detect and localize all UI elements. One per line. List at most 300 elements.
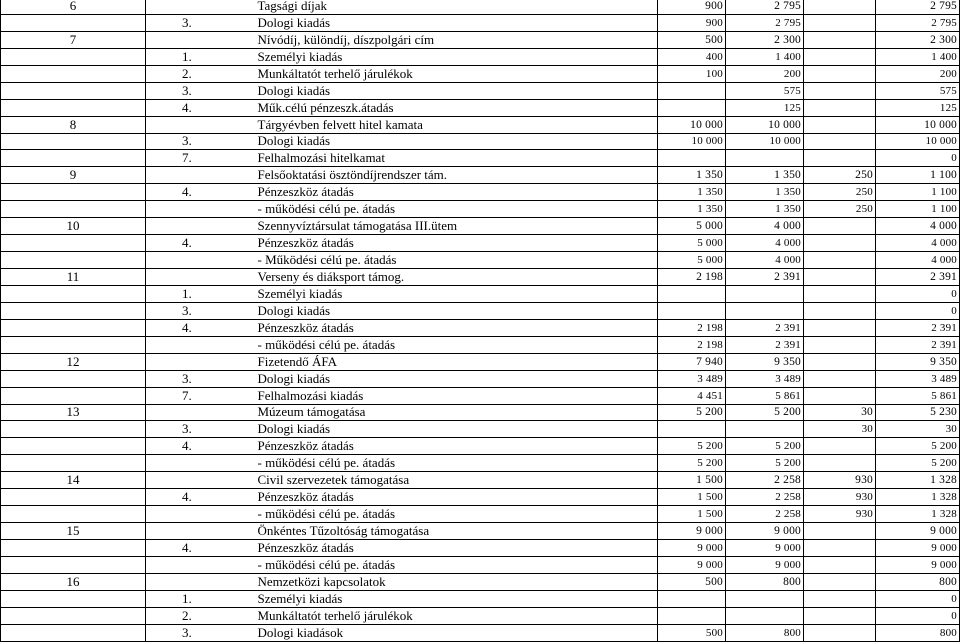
final-value: 10 000 xyxy=(876,133,960,150)
modified-budget-value: 4 000 xyxy=(726,235,804,252)
item-code xyxy=(146,201,256,218)
original-budget-value: 400 xyxy=(658,48,726,65)
table-row xyxy=(1,319,960,336)
row-number xyxy=(1,624,146,641)
row-number xyxy=(1,455,146,472)
table-row xyxy=(1,82,960,99)
table-row-main xyxy=(1,353,960,370)
final-value: 0 xyxy=(876,150,960,167)
item-name: Pénzeszköz átadás xyxy=(256,489,658,506)
item-code: 1. xyxy=(146,285,256,302)
item-code xyxy=(146,116,256,133)
change-value xyxy=(804,65,876,82)
modified-budget-value xyxy=(726,590,804,607)
item-name: Tárgyévben felvett hitel kamata xyxy=(256,116,658,133)
original-budget-value: 500 xyxy=(658,624,726,641)
final-value: 5 200 xyxy=(876,438,960,455)
table-row xyxy=(1,14,960,31)
final-value: 4 000 xyxy=(876,218,960,235)
modified-budget-value: 2 391 xyxy=(726,269,804,286)
modified-budget-value: 2 391 xyxy=(726,336,804,353)
final-value: 200 xyxy=(876,65,960,82)
table-row xyxy=(1,607,960,624)
original-budget-value: 500 xyxy=(658,31,726,48)
row-number xyxy=(1,235,146,252)
row-number xyxy=(1,201,146,218)
final-value: 0 xyxy=(876,590,960,607)
final-value: 4 000 xyxy=(876,235,960,252)
table-row-main xyxy=(1,523,960,540)
item-name: Pénzeszköz átadás xyxy=(256,438,658,455)
modified-budget-value: 2 795 xyxy=(726,14,804,31)
row-number xyxy=(1,489,146,506)
change-value xyxy=(804,302,876,319)
final-value: 2 300 xyxy=(876,31,960,48)
change-value: 250 xyxy=(804,167,876,184)
modified-budget-value: 200 xyxy=(726,65,804,82)
item-code: 4. xyxy=(146,489,256,506)
original-budget-value: 900 xyxy=(658,14,726,31)
table-row xyxy=(1,370,960,387)
original-budget-value xyxy=(658,82,726,99)
original-budget-value xyxy=(658,285,726,302)
item-name: Munkáltatót terhelő járulékok xyxy=(256,607,658,624)
original-budget-value: 5 200 xyxy=(658,455,726,472)
item-code: 7. xyxy=(146,150,256,167)
change-value: 30 xyxy=(804,404,876,421)
change-value xyxy=(804,573,876,590)
original-budget-value: 100 xyxy=(658,65,726,82)
modified-budget-value: 4 000 xyxy=(726,218,804,235)
row-number xyxy=(1,607,146,624)
original-budget-value: 1 350 xyxy=(658,184,726,201)
item-code: 1. xyxy=(146,48,256,65)
modified-budget-value: 125 xyxy=(726,99,804,116)
row-number xyxy=(1,252,146,269)
final-value: 1 328 xyxy=(876,506,960,523)
original-budget-value: 1 500 xyxy=(658,472,726,489)
item-name: Verseny és diáksport támog. xyxy=(256,269,658,286)
item-name: Múzeum támogatása xyxy=(256,404,658,421)
item-name: Dologi kiadás xyxy=(256,82,658,99)
original-budget-value xyxy=(658,607,726,624)
modified-budget-value: 3 489 xyxy=(726,370,804,387)
item-code: 2. xyxy=(146,65,256,82)
original-budget-value xyxy=(658,150,726,167)
final-value: 1 400 xyxy=(876,48,960,65)
final-value: 5 230 xyxy=(876,404,960,421)
modified-budget-value: 9 000 xyxy=(726,540,804,557)
table-row xyxy=(1,252,960,269)
change-value xyxy=(804,370,876,387)
item-code: 4. xyxy=(146,235,256,252)
original-budget-value xyxy=(658,590,726,607)
item-name: Fizetendő ÁFA xyxy=(256,353,658,370)
table-row xyxy=(1,489,960,506)
table-row xyxy=(1,438,960,455)
change-value xyxy=(804,218,876,235)
item-code xyxy=(146,252,256,269)
row-number xyxy=(1,285,146,302)
item-code: 3. xyxy=(146,82,256,99)
item-name: Dologi kiadás xyxy=(256,370,658,387)
modified-budget-value: 5 861 xyxy=(726,387,804,404)
row-number xyxy=(1,302,146,319)
table-row-main xyxy=(1,404,960,421)
modified-budget-value: 575 xyxy=(726,82,804,99)
modified-budget-value xyxy=(726,302,804,319)
row-number: 15 xyxy=(1,523,146,540)
item-name: - működési célú pe. átadás xyxy=(256,556,658,573)
change-value xyxy=(804,82,876,99)
table-row-main xyxy=(1,472,960,489)
final-value: 0 xyxy=(876,302,960,319)
item-name: - működési célú pe. átadás xyxy=(256,506,658,523)
change-value xyxy=(804,455,876,472)
row-number xyxy=(1,14,146,31)
modified-budget-value: 9 000 xyxy=(726,556,804,573)
modified-budget-value: 2 258 xyxy=(726,506,804,523)
item-name: Műk.célú pénzeszk.átadás xyxy=(256,99,658,116)
item-name: Dologi kiadás xyxy=(256,302,658,319)
item-name: Dologi kiadás xyxy=(256,14,658,31)
modified-budget-value: 10 000 xyxy=(726,133,804,150)
final-value: 1 100 xyxy=(876,184,960,201)
item-name: Pénzeszköz átadás xyxy=(256,540,658,557)
row-number xyxy=(1,506,146,523)
item-code: 1. xyxy=(146,590,256,607)
change-value: 250 xyxy=(804,184,876,201)
item-name: Felsőoktatási ösztöndíjrendszer tám. xyxy=(256,167,658,184)
table-row xyxy=(1,624,960,641)
item-code: 7. xyxy=(146,387,256,404)
item-code xyxy=(146,455,256,472)
change-value xyxy=(804,353,876,370)
item-name: Felhalmozási hitelkamat xyxy=(256,150,658,167)
row-number: 9 xyxy=(1,167,146,184)
final-value: 5 861 xyxy=(876,387,960,404)
original-budget-value: 5 200 xyxy=(658,404,726,421)
item-code: 4. xyxy=(146,540,256,557)
original-budget-value: 2 198 xyxy=(658,319,726,336)
row-number xyxy=(1,48,146,65)
row-number xyxy=(1,438,146,455)
table-row xyxy=(1,48,960,65)
change-value: 930 xyxy=(804,489,876,506)
modified-budget-value: 2 258 xyxy=(726,472,804,489)
row-number: 14 xyxy=(1,472,146,489)
item-code xyxy=(146,336,256,353)
change-value xyxy=(804,116,876,133)
item-code: 3. xyxy=(146,133,256,150)
item-code xyxy=(146,218,256,235)
row-number xyxy=(1,370,146,387)
final-value: 1 328 xyxy=(876,489,960,506)
final-value: 5 200 xyxy=(876,455,960,472)
table-row xyxy=(1,235,960,252)
table-row xyxy=(1,99,960,116)
table-row xyxy=(1,506,960,523)
table-row xyxy=(1,387,960,404)
row-number xyxy=(1,556,146,573)
final-value: 125 xyxy=(876,99,960,116)
change-value xyxy=(804,590,876,607)
item-name: Felhalmozási kiadás xyxy=(256,387,658,404)
modified-budget-value: 9 350 xyxy=(726,353,804,370)
item-name: Dologi kiadás xyxy=(256,133,658,150)
modified-budget-value xyxy=(726,607,804,624)
final-value: 0 xyxy=(876,285,960,302)
modified-budget-value: 1 350 xyxy=(726,201,804,218)
final-value: 1 328 xyxy=(876,472,960,489)
table-row xyxy=(1,65,960,82)
change-value xyxy=(804,523,876,540)
modified-budget-value: 1 350 xyxy=(726,167,804,184)
row-number: 12 xyxy=(1,353,146,370)
change-value: 930 xyxy=(804,472,876,489)
original-budget-value: 1 500 xyxy=(658,506,726,523)
modified-budget-value: 2 795 xyxy=(726,0,804,14)
final-value: 10 000 xyxy=(876,116,960,133)
item-name: Tagsági díjak xyxy=(256,0,658,14)
original-budget-value: 1 350 xyxy=(658,201,726,218)
final-value: 2 391 xyxy=(876,336,960,353)
row-number: 6 xyxy=(1,0,146,14)
final-value: 800 xyxy=(876,624,960,641)
original-budget-value: 10 000 xyxy=(658,116,726,133)
final-value: 2 391 xyxy=(876,269,960,286)
item-name: Nívódíj, különdíj, díszpolgári cím xyxy=(256,31,658,48)
original-budget-value: 5 000 xyxy=(658,252,726,269)
modified-budget-value: 800 xyxy=(726,624,804,641)
table-row-main xyxy=(1,116,960,133)
item-code xyxy=(146,506,256,523)
row-number xyxy=(1,133,146,150)
item-code xyxy=(146,269,256,286)
table-row-main xyxy=(1,573,960,590)
change-value: 930 xyxy=(804,506,876,523)
table-row xyxy=(1,150,960,167)
modified-budget-value: 2 300 xyxy=(726,31,804,48)
original-budget-value: 3 489 xyxy=(658,370,726,387)
item-code: 4. xyxy=(146,184,256,201)
change-value xyxy=(804,438,876,455)
change-value xyxy=(804,48,876,65)
modified-budget-value xyxy=(726,421,804,438)
row-number xyxy=(1,319,146,336)
modified-budget-value: 2 391 xyxy=(726,319,804,336)
original-budget-value: 5 000 xyxy=(658,218,726,235)
row-number xyxy=(1,421,146,438)
final-value: 4 000 xyxy=(876,252,960,269)
original-budget-value xyxy=(658,421,726,438)
item-code xyxy=(146,31,256,48)
item-name: Pénzeszköz átadás xyxy=(256,235,658,252)
change-value xyxy=(804,0,876,14)
modified-budget-value: 2 258 xyxy=(726,489,804,506)
original-budget-value: 1 350 xyxy=(658,167,726,184)
modified-budget-value: 9 000 xyxy=(726,523,804,540)
item-code: 3. xyxy=(146,421,256,438)
change-value xyxy=(804,285,876,302)
row-number xyxy=(1,387,146,404)
change-value xyxy=(804,607,876,624)
row-number xyxy=(1,82,146,99)
budget-table-body xyxy=(1,0,960,641)
item-code xyxy=(146,573,256,590)
final-value: 9 000 xyxy=(876,523,960,540)
final-value: 9 000 xyxy=(876,556,960,573)
modified-budget-value: 5 200 xyxy=(726,404,804,421)
change-value xyxy=(804,387,876,404)
original-budget-value: 5 000 xyxy=(658,235,726,252)
final-value: 9 000 xyxy=(876,540,960,557)
modified-budget-value: 5 200 xyxy=(726,455,804,472)
item-name: Pénzeszköz átadás xyxy=(256,319,658,336)
change-value xyxy=(804,252,876,269)
modified-budget-value: 800 xyxy=(726,573,804,590)
original-budget-value: 500 xyxy=(658,573,726,590)
item-code: 4. xyxy=(146,438,256,455)
modified-budget-value: 10 000 xyxy=(726,116,804,133)
table-row xyxy=(1,184,960,201)
item-name: Személyi kiadás xyxy=(256,285,658,302)
change-value: 30 xyxy=(804,421,876,438)
item-code: 2. xyxy=(146,607,256,624)
original-budget-value: 7 940 xyxy=(658,353,726,370)
row-number xyxy=(1,184,146,201)
item-code: 3. xyxy=(146,370,256,387)
table-row-main xyxy=(1,0,960,14)
row-number xyxy=(1,590,146,607)
table-row xyxy=(1,590,960,607)
final-value: 30 xyxy=(876,421,960,438)
change-value xyxy=(804,319,876,336)
final-value: 2 795 xyxy=(876,0,960,14)
item-name: Civil szervezetek támogatása xyxy=(256,472,658,489)
row-number: 7 xyxy=(1,31,146,48)
original-budget-value: 2 198 xyxy=(658,336,726,353)
item-name: - Működési célú pe. átadás xyxy=(256,252,658,269)
final-value: 2 795 xyxy=(876,14,960,31)
change-value xyxy=(804,150,876,167)
item-name: Munkáltatót terhelő járulékok xyxy=(256,65,658,82)
item-code xyxy=(146,167,256,184)
item-name: Pénzeszköz átadás xyxy=(256,184,658,201)
final-value: 9 350 xyxy=(876,353,960,370)
modified-budget-value: 5 200 xyxy=(726,438,804,455)
original-budget-value: 5 200 xyxy=(658,438,726,455)
change-value: 250 xyxy=(804,201,876,218)
original-budget-value: 9 000 xyxy=(658,540,726,557)
original-budget-value: 4 451 xyxy=(658,387,726,404)
item-name: Önkéntes Tűzoltóság támogatása xyxy=(256,523,658,540)
table-row xyxy=(1,302,960,319)
table-row-main xyxy=(1,218,960,235)
row-number xyxy=(1,150,146,167)
row-number xyxy=(1,65,146,82)
modified-budget-value xyxy=(726,285,804,302)
original-budget-value: 10 000 xyxy=(658,133,726,150)
final-value: 800 xyxy=(876,573,960,590)
table-row xyxy=(1,285,960,302)
final-value: 575 xyxy=(876,82,960,99)
change-value xyxy=(804,235,876,252)
item-name: Dologi kiadás xyxy=(256,421,658,438)
change-value xyxy=(804,336,876,353)
row-number: 11 xyxy=(1,269,146,286)
item-code xyxy=(146,556,256,573)
change-value xyxy=(804,133,876,150)
item-code: 4. xyxy=(146,319,256,336)
row-number xyxy=(1,99,146,116)
item-code xyxy=(146,0,256,14)
original-budget-value: 2 198 xyxy=(658,269,726,286)
modified-budget-value: 1 400 xyxy=(726,48,804,65)
table-row-main xyxy=(1,31,960,48)
change-value xyxy=(804,540,876,557)
table-row xyxy=(1,201,960,218)
item-name: Személyi kiadás xyxy=(256,48,658,65)
row-number: 10 xyxy=(1,218,146,235)
change-value xyxy=(804,14,876,31)
change-value xyxy=(804,269,876,286)
item-code xyxy=(146,404,256,421)
original-budget-value: 9 000 xyxy=(658,556,726,573)
table-row xyxy=(1,133,960,150)
original-budget-value: 900 xyxy=(658,0,726,14)
row-number xyxy=(1,540,146,557)
original-budget-value xyxy=(658,99,726,116)
item-code xyxy=(146,523,256,540)
table-row xyxy=(1,455,960,472)
item-name: Személyi kiadás xyxy=(256,590,658,607)
item-name: Nemzetközi kapcsolatok xyxy=(256,573,658,590)
final-value: 2 391 xyxy=(876,319,960,336)
item-name: - működési célú pe. átadás xyxy=(256,336,658,353)
table-row xyxy=(1,421,960,438)
row-number: 16 xyxy=(1,573,146,590)
row-number: 13 xyxy=(1,404,146,421)
final-value: 1 100 xyxy=(876,167,960,184)
final-value: 1 100 xyxy=(876,201,960,218)
item-name: Dologi kiadások xyxy=(256,624,658,641)
item-code: 3. xyxy=(146,14,256,31)
item-name: Szennyvíztársulat támogatása III.ütem xyxy=(256,218,658,235)
change-value xyxy=(804,624,876,641)
item-name: - működési célú pe. átadás xyxy=(256,201,658,218)
change-value xyxy=(804,99,876,116)
item-code: 3. xyxy=(146,302,256,319)
change-value xyxy=(804,556,876,573)
modified-budget-value: 1 350 xyxy=(726,184,804,201)
change-value xyxy=(804,31,876,48)
item-code xyxy=(146,472,256,489)
original-budget-value xyxy=(658,302,726,319)
item-name: - működési célú pe. átadás xyxy=(256,455,658,472)
table-row-main xyxy=(1,269,960,286)
original-budget-value: 1 500 xyxy=(658,489,726,506)
modified-budget-value: 4 000 xyxy=(726,252,804,269)
final-value: 0 xyxy=(876,607,960,624)
table-row xyxy=(1,540,960,557)
row-number xyxy=(1,336,146,353)
modified-budget-value xyxy=(726,150,804,167)
table-row-main xyxy=(1,167,960,184)
item-code: 3. xyxy=(146,624,256,641)
table-row xyxy=(1,336,960,353)
original-budget-value: 9 000 xyxy=(658,523,726,540)
